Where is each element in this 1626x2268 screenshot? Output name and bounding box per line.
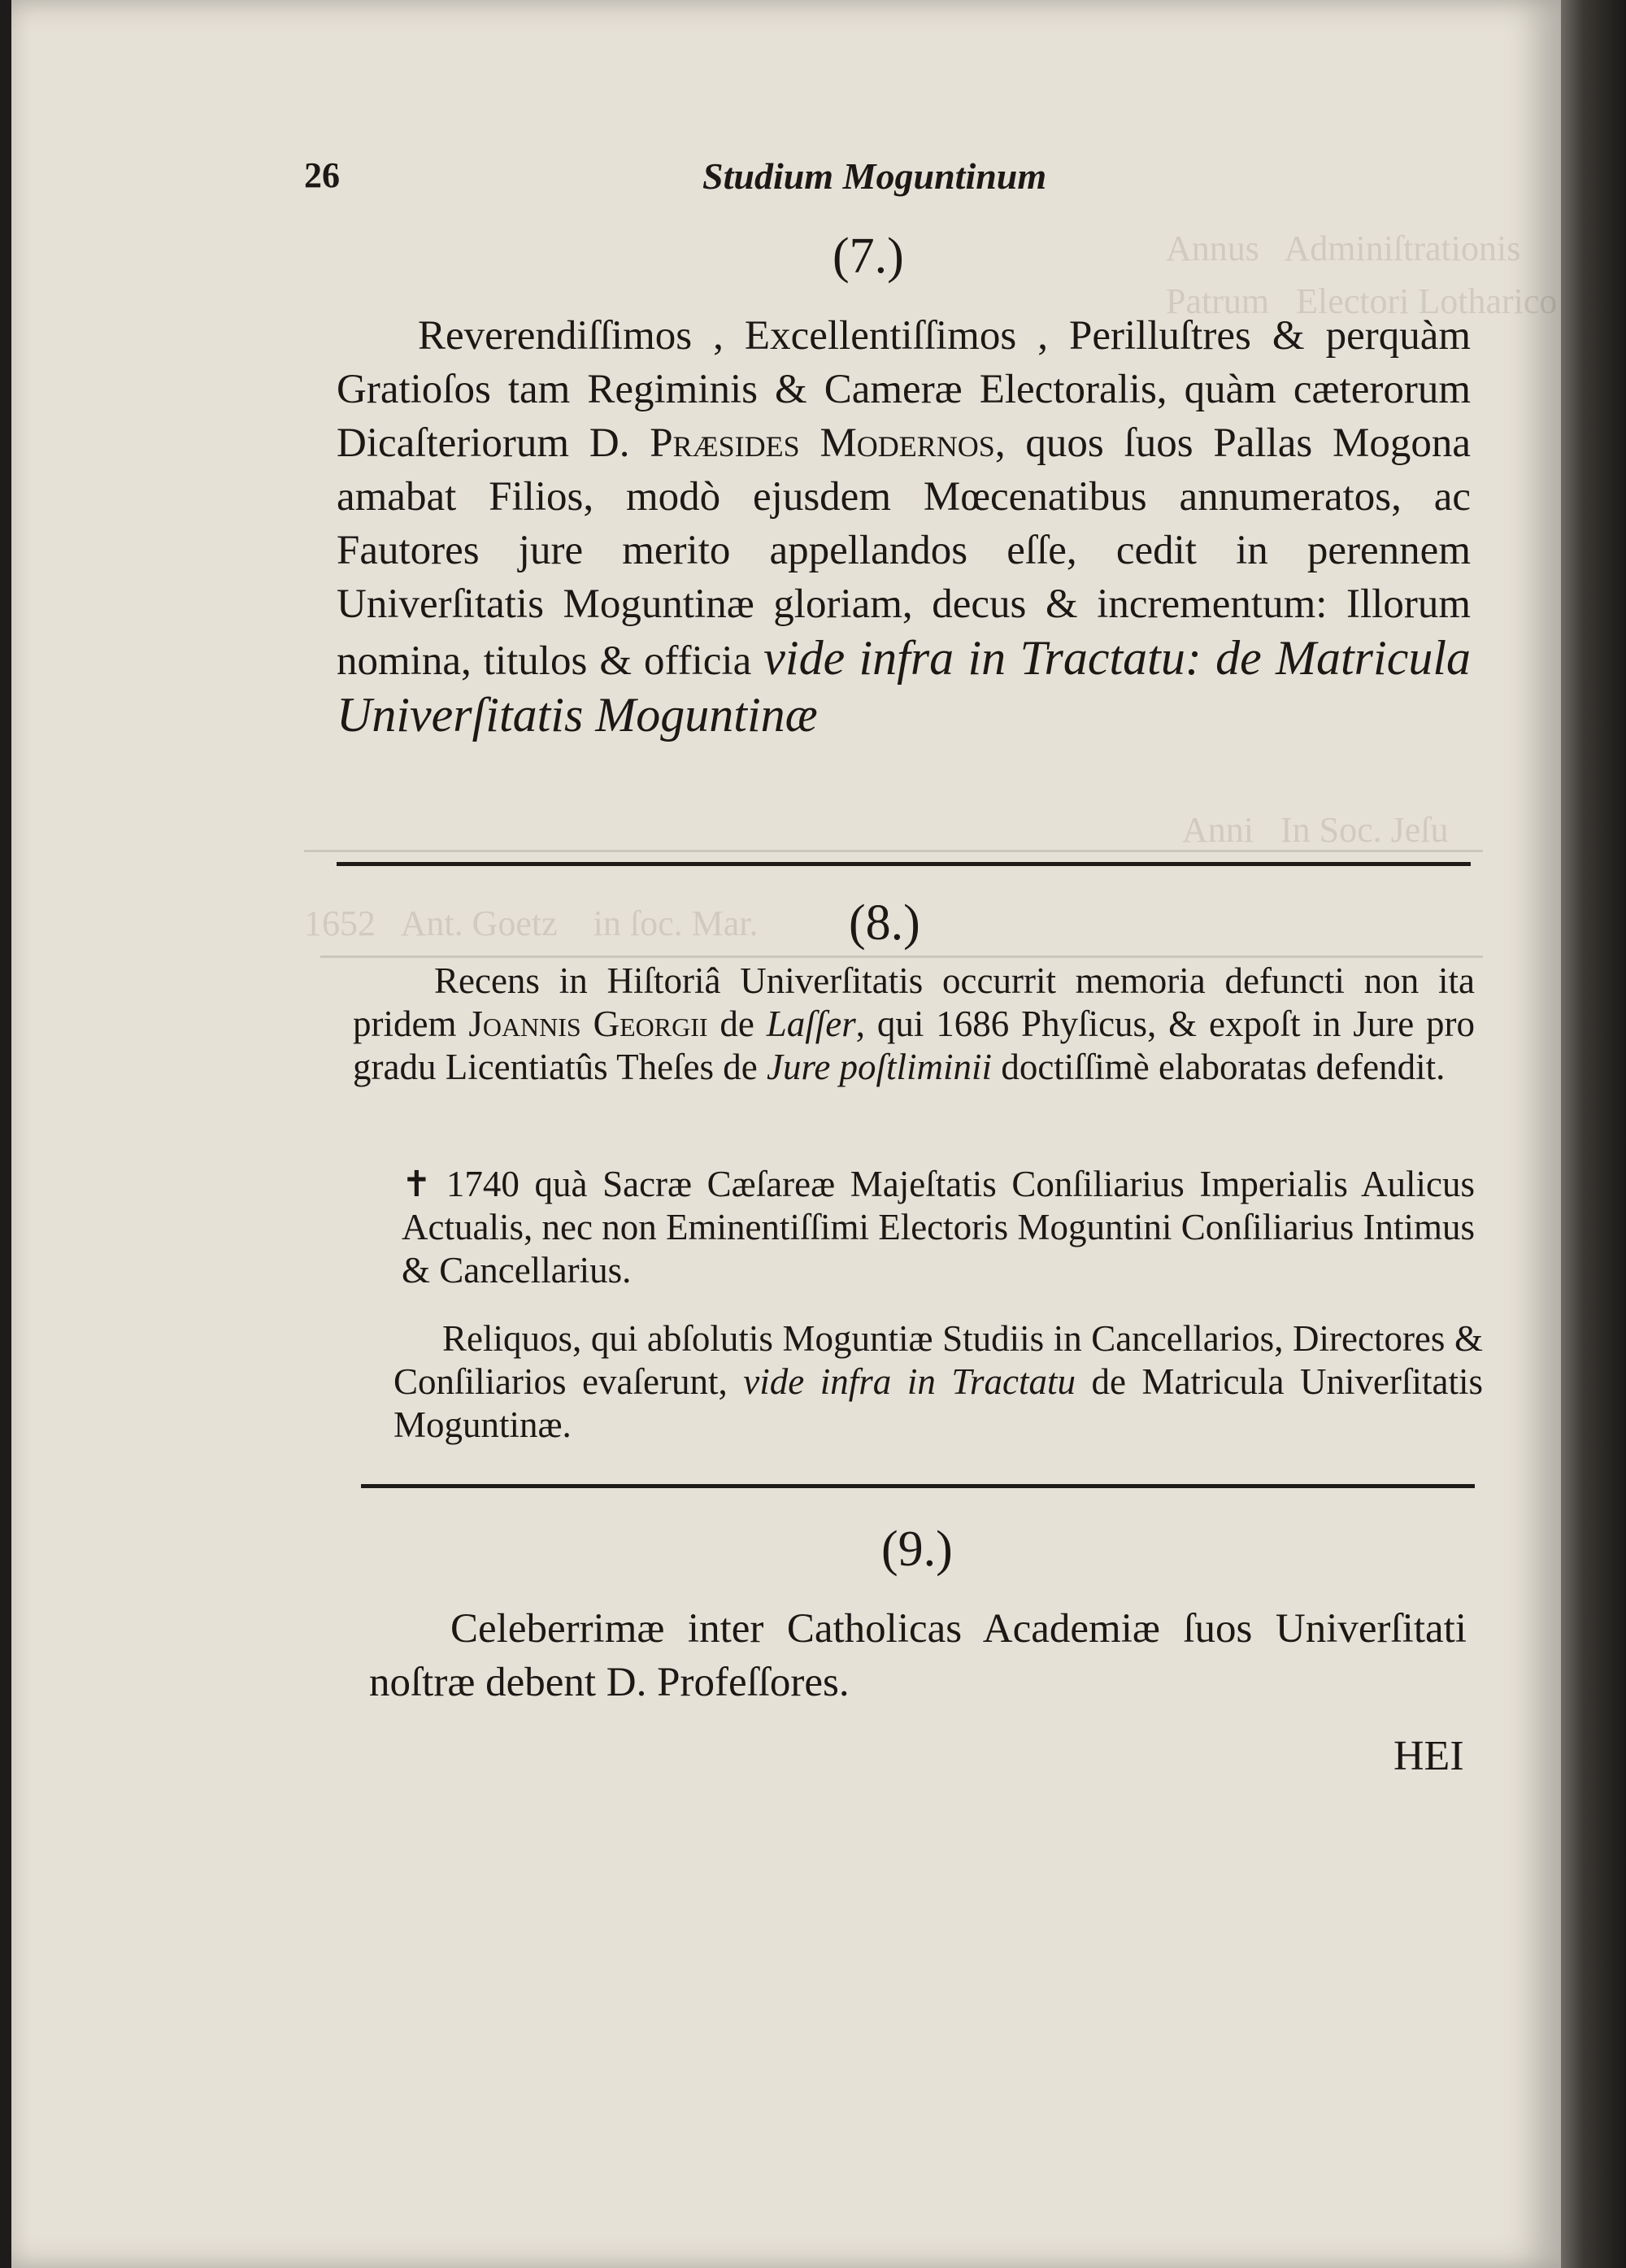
catchword: HEI — [1393, 1733, 1464, 1779]
page-header — [304, 155, 1572, 211]
section-8-paragraph-3: Reliquos, qui abſolutis Moguntiæ Studiis in Cancellarios, Directores & Conſiliarios evaſerunt, vide infra in Tractatu de Matricula Univerſitatis Moguntinæ. — [393, 1318, 1483, 1445]
bleed-through-text: Annus Adminiſtrationis — [1166, 229, 1521, 268]
book-edge — [1561, 0, 1626, 2268]
page-number: 26 — [304, 155, 340, 195]
section-9-text: Celeberrimæ inter Catholicas Academiæ ſuos Univerſitati noſtræ debent D. Profeſſores. — [369, 1606, 1467, 1705]
bleed-through-text: 1652 Ant. Goetz in ſoc. Mar. — [304, 903, 759, 943]
book-page — [11, 0, 1561, 2268]
section-7-reference: vide infra in Tractatu: de Matricula Univerſitatis Moguntinæ — [337, 631, 1471, 742]
running-title: Studium Moguntinum — [702, 155, 1047, 197]
bleed-through-text: Anni In Soc. Jeſu — [1182, 810, 1449, 850]
bleed-through-rule — [304, 850, 1483, 852]
death-cross-icon: ✝ — [402, 1164, 432, 1205]
section-8-paragraph-2: ✝ 1740 quà Sacræ Cæſareæ Majeſtatis Conſiliarius Imperialis Aulicus Actualis, nec non Eminentiſſimi Electoris Moguntini Conſiliarius Intimus & Cancellarius. — [402, 1164, 1475, 1291]
section-8-paragraph-1: Recens in Hiſtoriâ Univerſitatis occurrit memoria defuncti non ita pridem Joannis Georgii de Laſſer, qui 1686 Phyſicus, & expoſt in Jure pro gradu Licentiatûs Theſes de Jure poſtliminii doctiſſimè elaboratas defendit. — [353, 960, 1476, 1087]
section-divider — [361, 1484, 1475, 1488]
section-divider — [337, 862, 1471, 866]
section-9-number: (9.) — [881, 1521, 953, 1577]
section-7-number: (7.) — [833, 229, 904, 284]
bleed-through-rule — [320, 956, 1483, 958]
section-8-number: (8.) — [849, 895, 920, 951]
section-7-text: Reverendiſſimos , Excellentiſſimos , Perilluſtres & perquàm Gratioſos tam Regiminis & Cameræ Electoralis, quàm cæterorum Dicaſteriorum D. Præsides Modernos, quos ſuos Pallas Mogona amabat Filios, modò ejusdem Mœcenatibus annumeratos, ac Fautores jure merito appellandos eſſe, cedit in perennem Univerſitatis Moguntinæ gloriam, decus & incrementum: Illorum nomina, titulos & officia vide infra in Tractatu: de Matricula Univerſitatis Moguntinæ — [337, 313, 1471, 742]
bleed-through-text: Patrum Electori Lotharico — [1166, 281, 1558, 321]
